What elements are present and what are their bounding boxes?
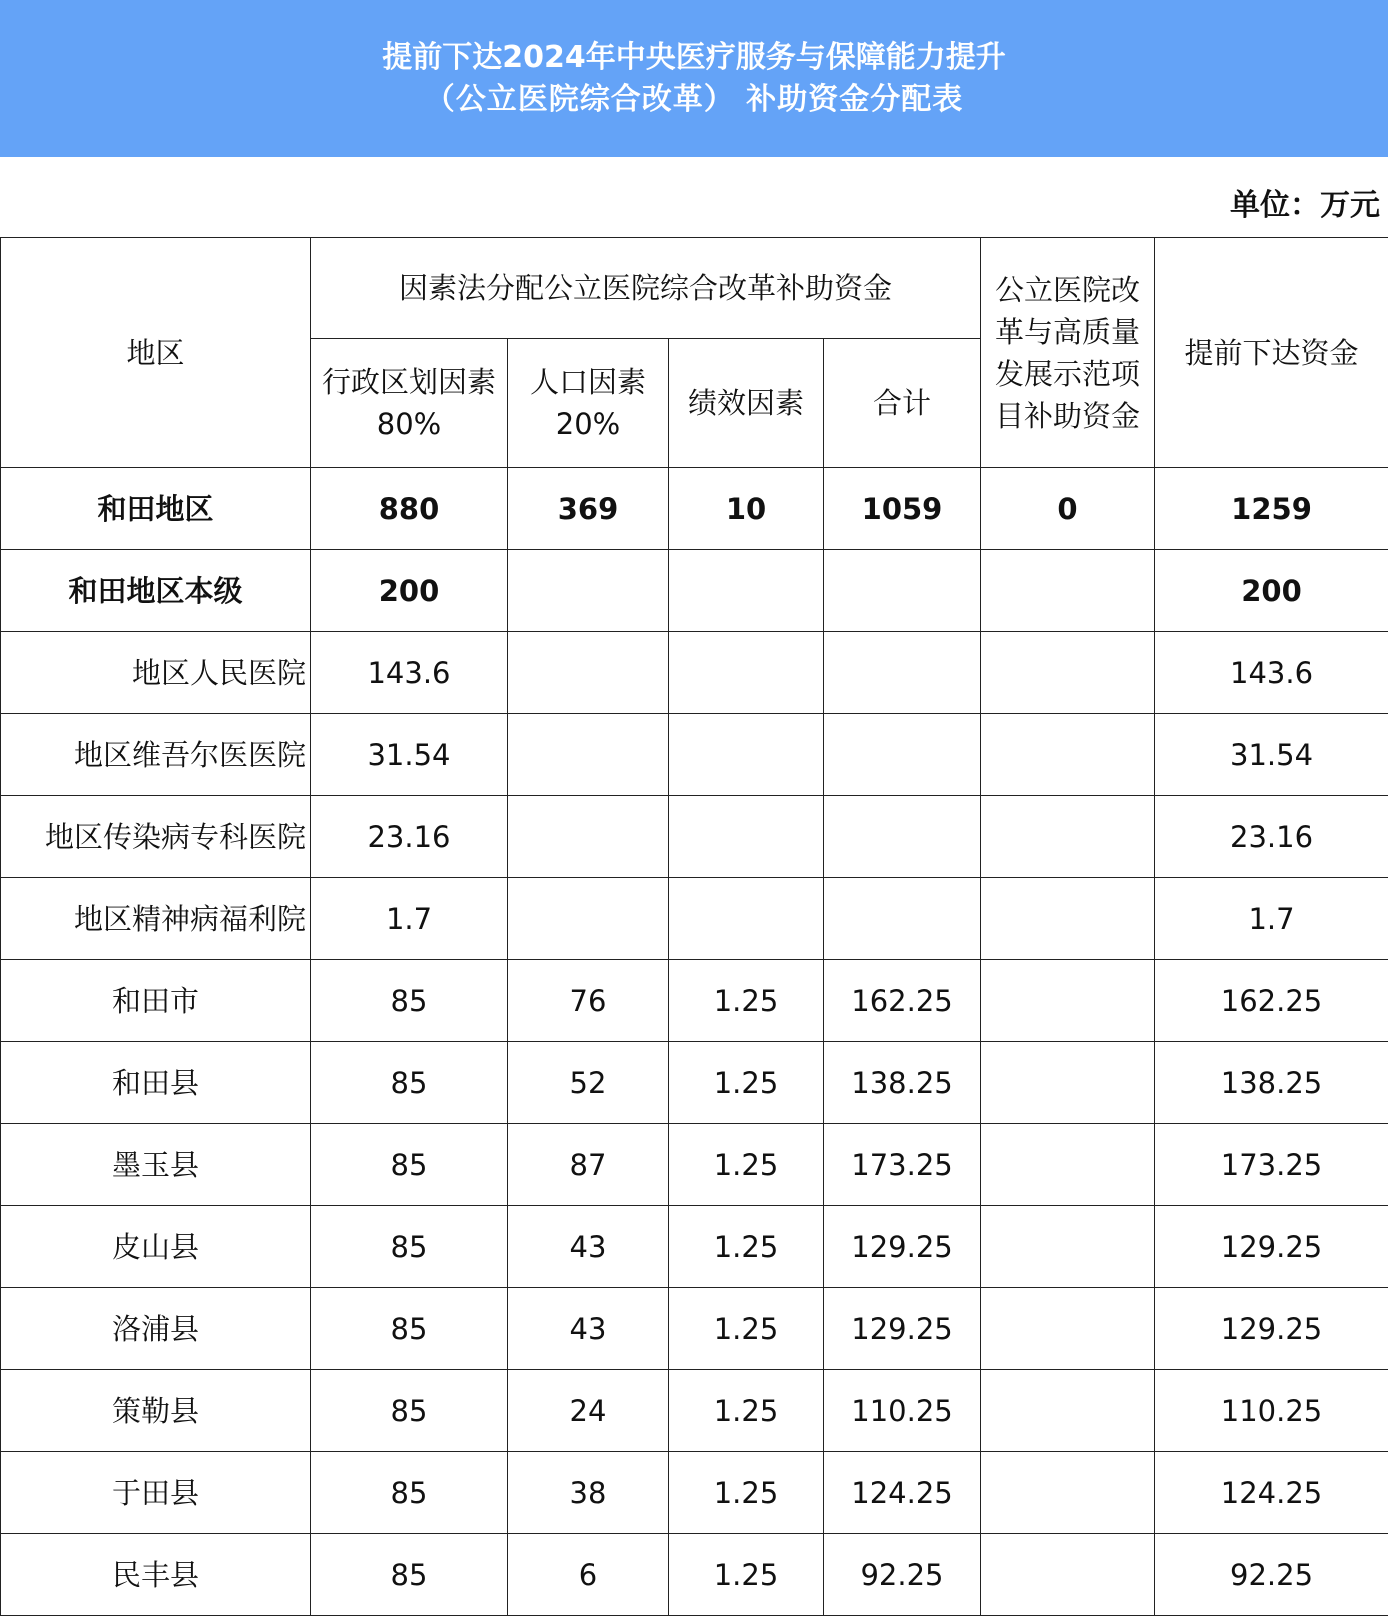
cell-performance-factor: 1.25 <box>669 1124 824 1206</box>
cell-region: 于田县 <box>1 1452 311 1534</box>
cell-demo-project <box>981 1370 1155 1452</box>
table-row <box>1 1452 1388 1534</box>
cell-admin-factor: 23.16 <box>311 796 508 878</box>
table-row <box>1 632 1388 714</box>
table-row <box>1 1206 1388 1288</box>
cell-admin-factor: 85 <box>311 1206 508 1288</box>
cell-region: 地区精神病福利院 <box>1 878 311 960</box>
cell-admin-factor: 31.54 <box>311 714 508 796</box>
cell-population-factor: 43 <box>508 1288 669 1370</box>
cell-region: 皮山县 <box>1 1206 311 1288</box>
cell-admin-factor: 85 <box>311 960 508 1042</box>
cell-advance-funds: 23.16 <box>1155 796 1388 878</box>
cell-admin-factor: 85 <box>311 1452 508 1534</box>
cell-advance-funds: 92.25 <box>1155 1534 1388 1616</box>
cell-subtotal <box>824 632 981 714</box>
cell-subtotal: 162.25 <box>824 960 981 1042</box>
cell-performance-factor <box>669 878 824 960</box>
cell-population-factor: 87 <box>508 1124 669 1206</box>
cell-population-factor <box>508 796 669 878</box>
cell-performance-factor: 1.25 <box>669 960 824 1042</box>
cell-performance-factor: 1.25 <box>669 1452 824 1534</box>
cell-demo-project <box>981 550 1155 632</box>
cell-performance-factor: 1.25 <box>669 1206 824 1288</box>
header-factor-group: 因素法分配公立医院综合改革补助资金 <box>311 238 981 339</box>
cell-region: 和田地区本级 <box>1 550 311 632</box>
header-subtotal: 合计 <box>824 339 981 468</box>
header-region: 地区 <box>1 238 311 468</box>
table-row <box>1 468 1388 550</box>
table-row <box>1 1370 1388 1452</box>
cell-population-factor: 43 <box>508 1206 669 1288</box>
cell-admin-factor: 880 <box>311 468 508 550</box>
cell-advance-funds: 129.25 <box>1155 1206 1388 1288</box>
cell-region: 地区传染病专科医院 <box>1 796 311 878</box>
cell-region: 和田地区 <box>1 468 311 550</box>
cell-population-factor: 76 <box>508 960 669 1042</box>
cell-admin-factor: 85 <box>311 1124 508 1206</box>
page-title-line-2: （公立医院综合改革） 补助资金分配表 <box>424 81 964 117</box>
cell-region: 地区人民医院 <box>1 632 311 714</box>
table-row <box>1 1124 1388 1206</box>
cell-region: 和田市 <box>1 960 311 1042</box>
header-population-factor: 人口因素20% <box>508 339 669 468</box>
cell-admin-factor: 143.6 <box>311 632 508 714</box>
cell-subtotal: 129.25 <box>824 1288 981 1370</box>
table-row <box>1 1288 1388 1370</box>
table-row <box>1 960 1388 1042</box>
page-title-line-1: 提前下达2024年中央医疗服务与保障能力提升 <box>382 39 1006 75</box>
cell-advance-funds: 110.25 <box>1155 1370 1388 1452</box>
cell-subtotal <box>824 878 981 960</box>
cell-performance-factor: 1.25 <box>669 1288 824 1370</box>
header-performance-factor: 绩效因素 <box>669 339 824 468</box>
cell-advance-funds: 162.25 <box>1155 960 1388 1042</box>
cell-population-factor <box>508 878 669 960</box>
table-row <box>1 1534 1388 1616</box>
cell-subtotal: 92.25 <box>824 1534 981 1616</box>
cell-performance-factor <box>669 714 824 796</box>
cell-subtotal <box>824 550 981 632</box>
cell-population-factor <box>508 714 669 796</box>
cell-subtotal <box>824 796 981 878</box>
cell-advance-funds: 124.25 <box>1155 1452 1388 1534</box>
cell-advance-funds: 143.6 <box>1155 632 1388 714</box>
cell-demo-project <box>981 796 1155 878</box>
unit-label: 单位：万元 <box>1230 188 1380 223</box>
cell-demo-project <box>981 1534 1155 1616</box>
allocation-table <box>0 237 1388 1616</box>
cell-region: 和田县 <box>1 1042 311 1124</box>
cell-advance-funds: 31.54 <box>1155 714 1388 796</box>
cell-demo-project <box>981 632 1155 714</box>
cell-demo-project: 0 <box>981 468 1155 550</box>
cell-demo-project <box>981 878 1155 960</box>
cell-performance-factor <box>669 632 824 714</box>
cell-admin-factor: 85 <box>311 1288 508 1370</box>
table-row <box>1 1042 1388 1124</box>
cell-admin-factor: 85 <box>311 1534 508 1616</box>
cell-population-factor: 369 <box>508 468 669 550</box>
cell-performance-factor <box>669 550 824 632</box>
cell-population-factor: 24 <box>508 1370 669 1452</box>
cell-demo-project <box>981 1452 1155 1534</box>
header-advance-funds: 提前下达资金 <box>1155 238 1388 468</box>
cell-region: 民丰县 <box>1 1534 311 1616</box>
title-banner <box>0 0 1388 157</box>
cell-subtotal: 110.25 <box>824 1370 981 1452</box>
cell-performance-factor <box>669 796 824 878</box>
table-row <box>1 714 1388 796</box>
cell-region: 地区维吾尔医医院 <box>1 714 311 796</box>
cell-region: 洛浦县 <box>1 1288 311 1370</box>
cell-demo-project <box>981 1206 1155 1288</box>
cell-demo-project <box>981 1042 1155 1124</box>
table-row <box>1 550 1388 632</box>
cell-advance-funds: 1259 <box>1155 468 1388 550</box>
cell-advance-funds: 129.25 <box>1155 1288 1388 1370</box>
cell-demo-project <box>981 1124 1155 1206</box>
cell-subtotal: 138.25 <box>824 1042 981 1124</box>
cell-advance-funds: 200 <box>1155 550 1388 632</box>
cell-subtotal: 1059 <box>824 468 981 550</box>
cell-demo-project <box>981 960 1155 1042</box>
cell-demo-project <box>981 1288 1155 1370</box>
cell-population-factor <box>508 550 669 632</box>
header-row-top <box>1 238 1388 339</box>
cell-subtotal <box>824 714 981 796</box>
cell-advance-funds: 173.25 <box>1155 1124 1388 1206</box>
cell-population-factor: 52 <box>508 1042 669 1124</box>
table-row <box>1 796 1388 878</box>
cell-subtotal: 124.25 <box>824 1452 981 1534</box>
cell-region: 策勒县 <box>1 1370 311 1452</box>
cell-subtotal: 129.25 <box>824 1206 981 1288</box>
cell-subtotal: 173.25 <box>824 1124 981 1206</box>
cell-performance-factor: 1.25 <box>669 1042 824 1124</box>
cell-admin-factor: 85 <box>311 1370 508 1452</box>
header-demo-project: 公立医院改革与高质量发展示范项目补助资金 <box>981 238 1155 468</box>
cell-admin-factor: 85 <box>311 1042 508 1124</box>
cell-population-factor: 6 <box>508 1534 669 1616</box>
cell-demo-project <box>981 714 1155 796</box>
table-row <box>1 878 1388 960</box>
cell-performance-factor: 1.25 <box>669 1534 824 1616</box>
cell-admin-factor: 1.7 <box>311 878 508 960</box>
cell-advance-funds: 1.7 <box>1155 878 1388 960</box>
cell-advance-funds: 138.25 <box>1155 1042 1388 1124</box>
cell-population-factor: 38 <box>508 1452 669 1534</box>
header-admin-factor: 行政区划因素80% <box>311 339 508 468</box>
cell-region: 墨玉县 <box>1 1124 311 1206</box>
cell-population-factor <box>508 632 669 714</box>
cell-admin-factor: 200 <box>311 550 508 632</box>
cell-performance-factor: 10 <box>669 468 824 550</box>
cell-performance-factor: 1.25 <box>669 1370 824 1452</box>
